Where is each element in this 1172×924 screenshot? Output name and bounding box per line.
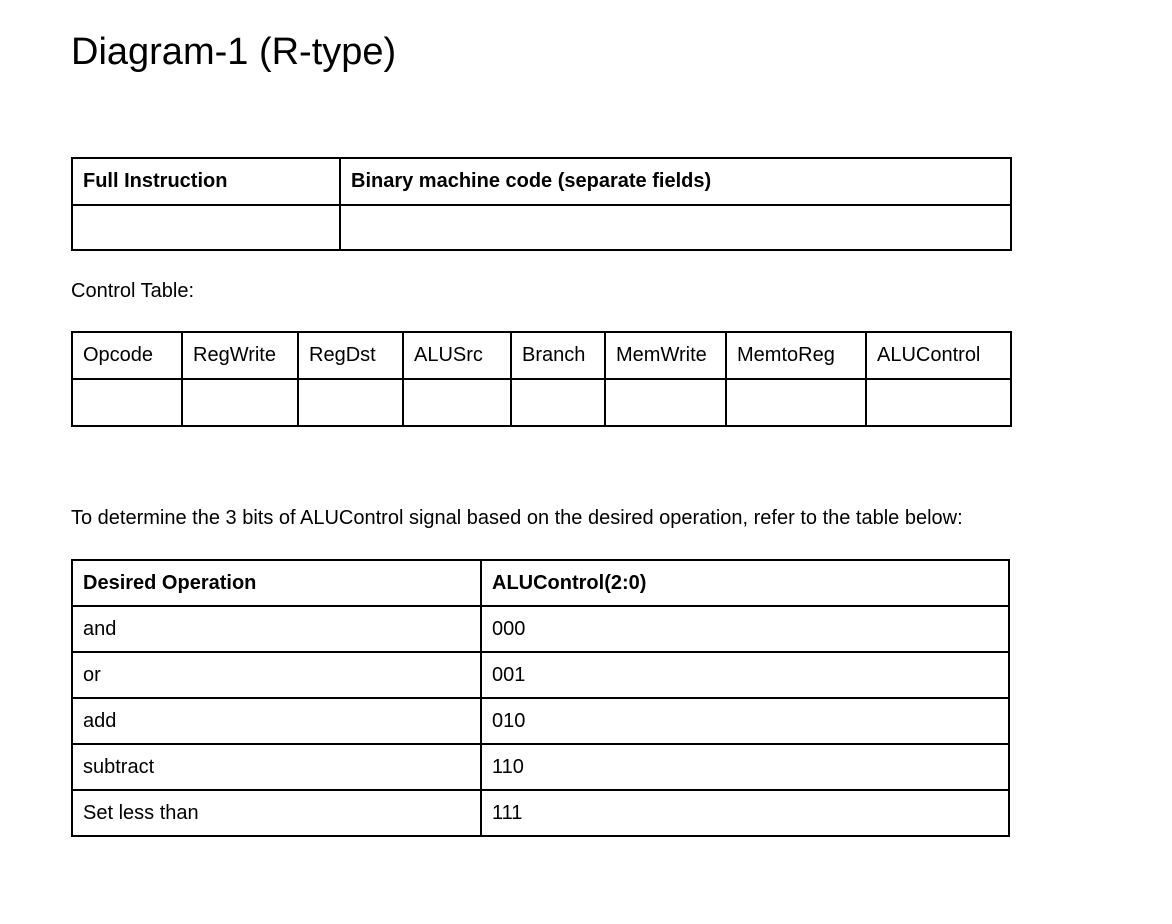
branch-cell[interactable] [511, 379, 605, 426]
operation-cell: Set less than [72, 790, 481, 836]
instruction-table [71, 157, 1012, 251]
alucontrol-value-cell: 111 [481, 790, 1009, 836]
opcode-cell[interactable] [72, 379, 182, 426]
binary-machine-code-cell[interactable] [340, 205, 1011, 250]
table-header-row [72, 332, 1011, 379]
control-table-label: Control Table: [71, 280, 195, 302]
header-memwrite: MemWrite [605, 332, 726, 379]
header-alusrc: ALUSrc [403, 332, 511, 379]
alu-control-table [71, 559, 1010, 837]
full-instruction-cell[interactable] [72, 205, 340, 250]
header-alucontrol: ALUControl [866, 332, 1011, 379]
header-alucontrol-bits: ALUControl(2:0) [481, 560, 1009, 606]
header-regdst: RegDst [298, 332, 403, 379]
header-full-instruction: Full Instruction [72, 158, 340, 205]
table-row [72, 790, 1009, 836]
alucontrol-value-cell: 010 [481, 698, 1009, 744]
header-memtoreg: MemtoReg [726, 332, 866, 379]
alusrc-cell[interactable] [403, 379, 511, 426]
alucontrol-cell[interactable] [866, 379, 1011, 426]
header-binary-machine-code: Binary machine code (separate fields) [340, 158, 1011, 205]
regdst-cell[interactable] [298, 379, 403, 426]
alucontrol-note: To determine the 3 bits of ALUControl signal based on the desired operation, refer to the table below: [71, 507, 963, 529]
operation-cell: subtract [72, 744, 481, 790]
alucontrol-value-cell: 110 [481, 744, 1009, 790]
alucontrol-value-cell: 000 [481, 606, 1009, 652]
page-title: Diagram-1 (R-type) [71, 31, 397, 73]
header-regwrite: RegWrite [182, 332, 298, 379]
operation-cell: or [72, 652, 481, 698]
table-row [72, 606, 1009, 652]
regwrite-cell[interactable] [182, 379, 298, 426]
operation-cell: add [72, 698, 481, 744]
memwrite-cell[interactable] [605, 379, 726, 426]
table-header-row [72, 560, 1009, 606]
control-table [71, 331, 1012, 427]
header-opcode: Opcode [72, 332, 182, 379]
table-row [72, 205, 1011, 250]
operation-cell: and [72, 606, 481, 652]
header-branch: Branch [511, 332, 605, 379]
table-row [72, 744, 1009, 790]
table-row [72, 652, 1009, 698]
table-row [72, 698, 1009, 744]
memtoreg-cell[interactable] [726, 379, 866, 426]
table-row [72, 379, 1011, 426]
table-header-row [72, 158, 1011, 205]
alucontrol-value-cell: 001 [481, 652, 1009, 698]
header-desired-operation: Desired Operation [72, 560, 481, 606]
